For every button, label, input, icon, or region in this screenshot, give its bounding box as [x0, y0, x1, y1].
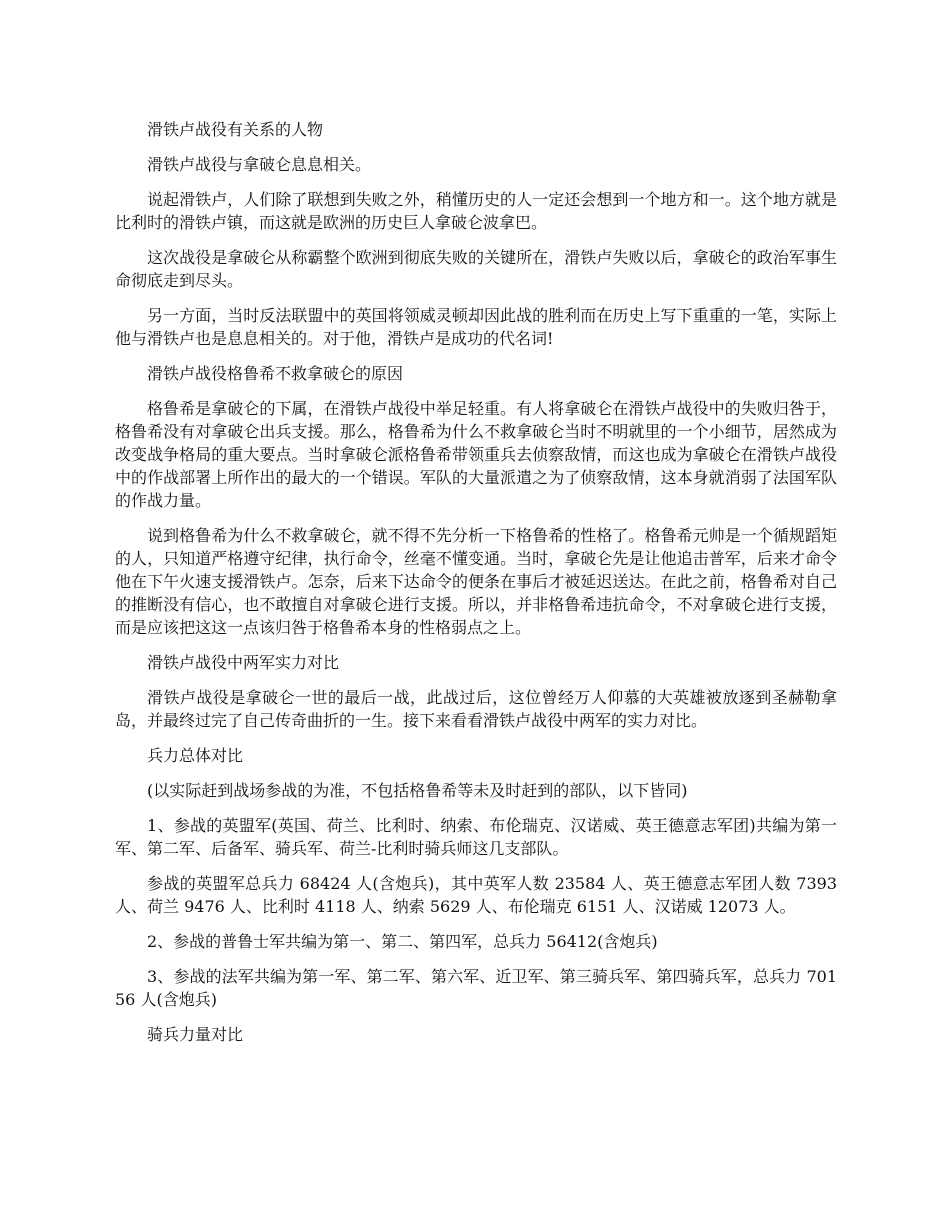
paragraph: 另一方面，当时反法联盟中的英国将领威灵顿却因此战的胜利而在历史上写下重重的一笔，实际上他与滑铁卢也是息息相关的。对于他，滑铁卢是成功的代名词! — [115, 306, 837, 348]
paragraph: 说到格鲁希为什么不救拿破仑，就不得不先分析一下格鲁希的性格了。格鲁希元帅是一个循规蹈矩的人，只知道严格遵守纪律，执行命令，丝毫不懂变通。当时，拿破仑先是让他追击普军，后来才命令他在下午火速支援滑铁卢。怎奈，后来下达命令的便条在事后才被延迟送达。在此之前，格鲁希对自己的推断没有信心，也不敢擅自对拿破仑进行支援。所以，并非格鲁希违抗命令，不对拿破仑进行支援，而是应该把这这一点该归咎于格鲁希本身的性格弱点之上。 — [115, 526, 837, 637]
paragraph: (以实际赶到战场参战的为准，不包括格鲁希等未及时赶到的部队，以下皆同) — [147, 781, 688, 800]
paragraph: 滑铁卢战役是拿破仑一世的最后一战，此战过后，这位曾经万人仰慕的大英雄被放逐到圣赫勒拿岛，并最终过完了自己传奇曲折的一生。接下来看看滑铁卢战役中两军的实力对比。 — [115, 688, 837, 730]
heading-cavalry-comparison: 骑兵力量对比 — [147, 1025, 244, 1044]
heading-grouchy-reason: 滑铁卢战役格鲁希不救拿破仑的原因 — [147, 364, 404, 383]
paragraph: 3、参战的法军共编为第一军、第二军、第六军、近卫军、第三骑兵军、第四骑兵军，总兵力 70156 人(含炮兵) — [115, 967, 837, 1009]
document-page — [115, 118, 837, 1058]
paragraph: 说起滑铁卢，人们除了联想到失败之外，稍懂历史的人一定还会想到一个地方和一。这个地方就是比利时的滑铁卢镇，而这就是欧洲的历史巨人拿破仑波拿巴。 — [115, 190, 837, 232]
paragraph: 1、参战的英盟军(英国、荷兰、比利时、纳索、布伦瑞克、汉诺威、英王德意志军团)共编为第一军、第二军、后备军、骑兵军、荷兰-比利时骑兵师这几支部队。 — [115, 816, 837, 858]
paragraph: 参战的英盟军总兵力 68424 人(含炮兵)，其中英军人数 23584 人、英王德意志军团人数 7393 人、荷兰 9476 人、比利时 4118 人、纳索 5629 人、布伦瑞克 6151 人、汉诺威 12073 人。 — [115, 874, 837, 916]
paragraph: 滑铁卢战役与拿破仑息息相关。 — [147, 155, 372, 174]
paragraph: 这次战役是拿破仑从称霸整个欧洲到彻底失败的关键所在，滑铁卢失败以后，拿破仑的政治军事生命彻底走到尽头。 — [115, 248, 837, 290]
paragraph: 格鲁希是拿破仑的下属，在滑铁卢战役中举足轻重。有人将拿破仑在滑铁卢战役中的失败归咎于，格鲁希没有对拿破仑出兵支援。那么，格鲁希为什么不救拿破仑当时不明就里的一个小细节，居然成为改变战争格局的重大要点。当时拿破仑派格鲁希带领重兵去侦察敌情，而这也成为拿破仑在滑铁卢战役中的作战部署上所作出的最大的一个错误。军队的大量派遣之为了侦察敌情，这本身就消弱了法国军队的作战力量。 — [115, 399, 837, 510]
paragraph: 2、参战的普鲁士军共编为第一、第二、第四军，总兵力 56412(含炮兵) — [147, 932, 658, 951]
heading-troop-total: 兵力总体对比 — [147, 746, 244, 765]
heading-strength-comparison: 滑铁卢战役中两军实力对比 — [147, 653, 340, 672]
heading-related-figures: 滑铁卢战役有关系的人物 — [147, 120, 324, 139]
